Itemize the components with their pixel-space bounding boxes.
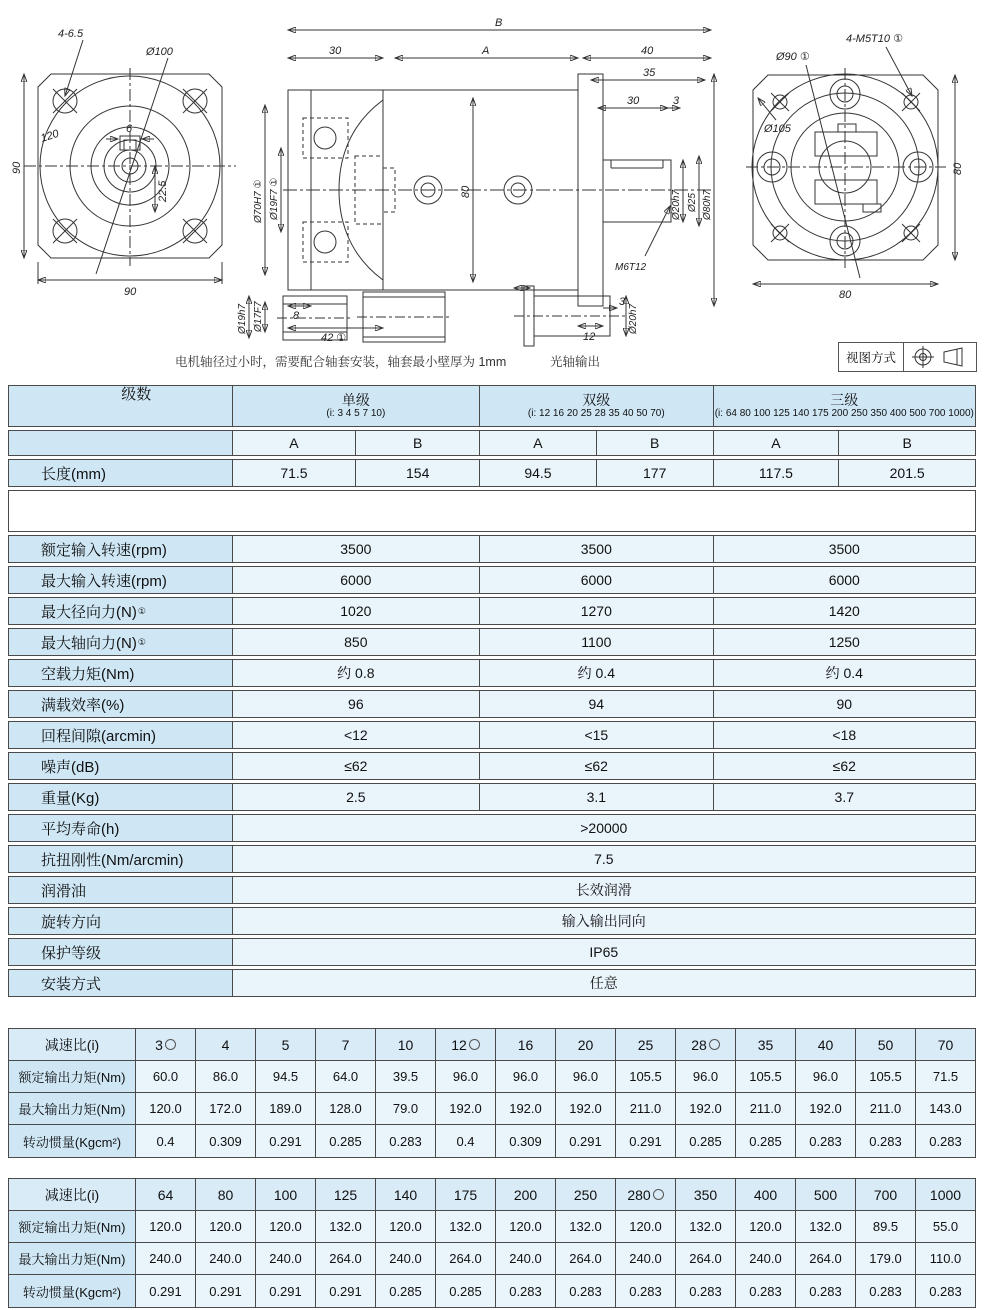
footnote-circle-mark — [165, 1039, 176, 1050]
dim-40: 40 — [641, 45, 654, 57]
ratio-value-cell: 240.0 — [196, 1243, 256, 1274]
group-ratios: (i: 3 4 5 7 10) — [326, 408, 386, 420]
ratio-value-cell: 132.0 — [556, 1211, 616, 1242]
bushing-note: 电机轴径过小时，需要配合轴套安装，轴套最小壁厚为 1mm — [175, 355, 507, 369]
spec-row-label: 额定输入转速(rpm) — [9, 536, 233, 562]
ratio-value-cell: 96.0 — [676, 1061, 736, 1092]
ratio-value-cell: 71.5 — [916, 1061, 975, 1092]
ratio-value-cell: 192.0 — [676, 1093, 736, 1124]
ratio-value-cell: 200 — [496, 1179, 556, 1210]
footnote-circle-mark — [653, 1189, 664, 1200]
ratio-value-cell: 240.0 — [736, 1243, 796, 1274]
group-name: 三级 — [830, 392, 859, 409]
ratio-value-cell: 35 — [736, 1029, 796, 1060]
ratio-value-cell: 96.0 — [496, 1061, 556, 1092]
label-m5: 4-M5T10 ① — [846, 33, 903, 45]
spec-value-cell: IP65 — [589, 944, 619, 960]
dim-8: 8 — [293, 310, 300, 322]
ratio-value-cell: 0.285 — [376, 1275, 436, 1307]
spec-row — [8, 535, 976, 563]
ratio-value-cell: 132.0 — [796, 1211, 856, 1242]
spec-ab-cell: A — [233, 431, 357, 455]
ratio-value-cell: 240.0 — [496, 1243, 556, 1274]
spec-value-cell: 6000 — [233, 567, 480, 593]
ratio-value-cell: 175 — [436, 1179, 496, 1210]
dim-width: 90 — [124, 286, 137, 298]
ratio-value-cell: 1000 — [916, 1179, 975, 1210]
dim-30: 30 — [329, 45, 342, 57]
spec-ab-cell: B — [902, 435, 912, 451]
ratio-value-cell: 211.0 — [736, 1093, 796, 1124]
spec-header-label: 级数 — [9, 386, 233, 426]
group-name: 双级 — [582, 392, 611, 409]
spec-value-cell: 94 — [480, 691, 714, 717]
label-d80: Ø80h7 — [702, 189, 713, 220]
label-m6: M6T12 — [615, 262, 647, 273]
spec-value-cell: <18 — [832, 727, 857, 743]
spec-row — [8, 752, 976, 780]
spec-table — [8, 385, 976, 1000]
spec-value-cell: 201.5 — [889, 465, 925, 481]
ratio-value-cell: 0.4 — [436, 1125, 496, 1157]
ratio-value-cell: 240.0 — [616, 1243, 676, 1274]
ratio-value-cell: 0.291 — [556, 1125, 616, 1157]
ratio-row-label: 额定输出力矩(Nm) — [9, 1211, 136, 1242]
ratio-value-cell: 80 — [196, 1179, 256, 1210]
spec-value-cell: >20000 — [580, 820, 628, 836]
spec-value-cell: 1020 — [233, 598, 480, 624]
ratio-value-cell: 500 — [796, 1179, 856, 1210]
ratio-value-cell: 120.0 — [136, 1211, 196, 1242]
spec-value-cell: 1420 — [828, 603, 860, 619]
ratio-value-cell: 0.291 — [196, 1275, 256, 1307]
label-d70: Ø70H7 ① — [253, 179, 264, 223]
front-view-drawing — [8, 22, 243, 307]
ratio-value-cell: 0.283 — [676, 1275, 736, 1307]
spec-ab-cell: B — [356, 431, 480, 455]
dim-12: 12 — [583, 331, 596, 343]
dim-30b: 30 — [627, 95, 640, 107]
spec-value-cell: 117.5 — [714, 460, 840, 486]
ratio-value-cell: 0.285 — [676, 1125, 736, 1157]
spec-row-label: 平均寿命(h) — [9, 815, 233, 841]
ratio-value-cell: 0.283 — [556, 1275, 616, 1307]
spec-value-cell: 71.5 — [233, 460, 357, 486]
ratio-value-cell: 400 — [736, 1179, 796, 1210]
spec-row-label: 保护等级 — [9, 939, 233, 965]
spec-value-cell: 3500 — [828, 541, 860, 557]
spec-row-label: 回程间隙(arcmin) — [9, 722, 233, 748]
ratio-value-cell: 86.0 — [196, 1061, 256, 1092]
projection-method-box — [838, 342, 977, 372]
spec-ab-label — [9, 431, 233, 455]
ratio-value-cell: 10 — [376, 1029, 436, 1060]
dim-key-width: 6 — [126, 123, 133, 135]
ratio-row-label: 减速比(i) — [9, 1029, 136, 1060]
ratio-value-cell: 120.0 — [136, 1093, 196, 1124]
ratio-value-cell: 0.283 — [856, 1125, 916, 1157]
ratio-value-cell: 0.291 — [316, 1275, 376, 1307]
ratio-value-cell: 0.283 — [376, 1125, 436, 1157]
ratio-value-cell: 89.5 — [856, 1211, 916, 1242]
ratio-row — [9, 1061, 975, 1093]
spec-value-cell: ≤62 — [233, 753, 480, 779]
ratio-value-cell: 179.0 — [856, 1243, 916, 1274]
dim-42: 42 ① — [321, 332, 347, 344]
ratio-value-cell: 96.0 — [556, 1061, 616, 1092]
spec-row-label: 安装方式 — [9, 970, 233, 996]
ratio-value-cell: 120.0 — [196, 1211, 256, 1242]
dim-3: 3 — [673, 95, 680, 107]
ratio-value-cell: 0.283 — [796, 1125, 856, 1157]
ratio-value-cell: 125 — [316, 1179, 376, 1210]
dim-35: 35 — [643, 67, 656, 79]
ratio-value-cell: 192.0 — [796, 1093, 856, 1124]
ratio-value-cell: 96.0 — [796, 1061, 856, 1092]
ratio-value-cell: 28 — [676, 1029, 736, 1060]
spec-ab-cell: B — [597, 431, 714, 455]
spec-value-cell: 6000 — [828, 572, 860, 588]
spec-value-cell: 1100 — [480, 629, 714, 655]
ratio-value-cell: 39.5 — [376, 1061, 436, 1092]
ratio-value-cell: 105.5 — [736, 1061, 796, 1092]
ratio-value-cell: 128.0 — [316, 1093, 376, 1124]
spec-row-label: 最大输入转速(rpm) — [9, 567, 233, 593]
spec-row-label: 噪声(dB) — [9, 753, 233, 779]
spec-value-cell: <15 — [480, 722, 714, 748]
label-d90: Ø90 ① — [776, 51, 810, 63]
ratio-value-cell: 120.0 — [616, 1211, 676, 1242]
projection-symbols — [904, 343, 976, 371]
label-d105: Ø105 — [764, 123, 791, 135]
ratio-value-cell: 264.0 — [676, 1243, 736, 1274]
ratio-value-cell: 105.5 — [616, 1061, 676, 1092]
ratio-value-cell: 280 — [616, 1179, 676, 1210]
spec-value-cell: 96 — [233, 691, 480, 717]
dim-height: 80 — [952, 162, 964, 175]
group-ratios: (i: 64 80 100 125 140 175 200 250 350 400 500 700 1000) — [714, 408, 974, 420]
spec-ab-row — [8, 430, 976, 456]
ratio-value-cell: 240.0 — [136, 1243, 196, 1274]
ratio-value-cell: 192.0 — [556, 1093, 616, 1124]
spec-row — [8, 783, 976, 811]
ratio-value-cell: 0.283 — [496, 1275, 556, 1307]
ratio-value-cell: 7 — [316, 1029, 376, 1060]
spec-value-cell: 94.5 — [480, 460, 597, 486]
ratio-table-2 — [8, 1178, 976, 1308]
spec-ab-cell: A — [480, 431, 597, 455]
ratio-value-cell: 0.285 — [316, 1125, 376, 1157]
first-angle-cone-icon — [942, 346, 968, 368]
ratio-row-label: 转动惯量(Kgcm²) — [9, 1275, 136, 1307]
ratio-value-cell: 211.0 — [616, 1093, 676, 1124]
ratio-value-cell: 5 — [256, 1029, 316, 1060]
ratio-value-cell: 64 — [136, 1179, 196, 1210]
spec-value-cell: 3500 — [233, 536, 480, 562]
dim-v80: 80 — [460, 185, 472, 198]
spec-value-cell: ≤62 — [480, 753, 714, 779]
first-angle-circle-icon — [912, 346, 934, 368]
spec-value-cell: 长效润滑 — [575, 882, 632, 898]
ratio-value-cell: 0.291 — [616, 1125, 676, 1157]
ratio-value-cell: 55.0 — [916, 1211, 975, 1242]
label-d19h7: Ø19h7 — [237, 303, 248, 334]
spec-value-cell: 输入输出同向 — [561, 913, 646, 929]
footnote-mark: ① — [137, 605, 146, 616]
spec-row — [8, 597, 976, 625]
ratio-value-cell: 96.0 — [436, 1061, 496, 1092]
group-name: 单级 — [341, 392, 370, 409]
footnote-circle-mark — [469, 1039, 480, 1050]
spec-row — [8, 690, 976, 718]
dim-angle: 120 — [39, 127, 61, 145]
ratio-value-cell: 172.0 — [196, 1093, 256, 1124]
spec-value-cell: 1270 — [480, 598, 714, 624]
ratio-value-cell: 70 — [916, 1029, 975, 1060]
spec-value-cell: 3500 — [480, 536, 714, 562]
ratio-value-cell: 120.0 — [376, 1211, 436, 1242]
ratio-value-cell: 211.0 — [856, 1093, 916, 1124]
ratio-value-cell: 120.0 — [256, 1211, 316, 1242]
ratio-value-cell: 20 — [556, 1029, 616, 1060]
ratio-value-cell: 110.0 — [916, 1243, 975, 1274]
ratio-row — [9, 1211, 975, 1243]
ratio-value-cell: 250 — [556, 1179, 616, 1210]
spec-row-label: 抗扭刚性(Nm/arcmin) — [9, 846, 233, 872]
spec-value-cell: 约 0.4 — [480, 660, 714, 686]
ratio-value-cell: 132.0 — [436, 1211, 496, 1242]
spec-value-cell: 约 0.4 — [825, 665, 863, 681]
spec-value-cell: 任意 — [589, 975, 618, 991]
ratio-value-cell: 240.0 — [256, 1243, 316, 1274]
dim-B: B — [495, 17, 503, 29]
spec-row-label: 旋转方向 — [9, 908, 233, 934]
ratio-value-cell: 0.4 — [136, 1125, 196, 1157]
spec-value-cell: 850 — [233, 629, 480, 655]
spec-row — [8, 814, 976, 842]
ratio-value-cell: 0.285 — [736, 1125, 796, 1157]
spec-row — [8, 721, 976, 749]
ratio-row-label: 最大输出力矩(Nm) — [9, 1093, 136, 1124]
spec-row-label: 满载效率(%) — [9, 691, 233, 717]
ratio-value-cell: 25 — [616, 1029, 676, 1060]
dim-width: 80 — [839, 289, 852, 301]
ratio-value-cell: 120.0 — [496, 1211, 556, 1242]
spec-value-cell: 3.7 — [834, 789, 855, 805]
spec-value-cell: 90 — [836, 696, 853, 712]
ratio-value-cell: 0.283 — [916, 1275, 975, 1307]
label-d20h7: Ø20h7 — [628, 303, 639, 334]
spec-row-label: 重量(Kg) — [9, 784, 233, 810]
shaft-detail-drawing — [508, 282, 658, 350]
ratio-value-cell: 60.0 — [136, 1061, 196, 1092]
ratio-value-cell: 12 — [436, 1029, 496, 1060]
spec-row-label: 最大径向力(N) ① — [9, 598, 233, 624]
ratio-value-cell: 4 — [196, 1029, 256, 1060]
ratio-row-label: 转动惯量(Kgcm²) — [9, 1125, 136, 1157]
ratio-row — [9, 1275, 975, 1307]
ratio-value-cell: 64.0 — [316, 1061, 376, 1092]
ratio-value-cell: 132.0 — [316, 1211, 376, 1242]
spec-value-cell: 2.5 — [233, 784, 480, 810]
dim-flange-dia: Ø100 — [146, 46, 173, 58]
ratio-value-cell: 105.5 — [856, 1061, 916, 1092]
dim-height: 90 — [11, 161, 23, 174]
ratio-value-cell: 240.0 — [376, 1243, 436, 1274]
ratio-row-label: 最大输出力矩(Nm) — [9, 1243, 136, 1274]
ratio-row-label: 额定输出力矩(Nm) — [9, 1061, 136, 1092]
label-d25: Ø25 — [687, 193, 698, 212]
spec-ab-cell: A — [714, 431, 840, 455]
ratio-value-cell: 140 — [376, 1179, 436, 1210]
spec-value-cell: 3.1 — [480, 784, 714, 810]
ratio-value-cell: 50 — [856, 1029, 916, 1060]
ratio-value-cell: 132.0 — [676, 1211, 736, 1242]
ratio-header-row — [9, 1179, 975, 1211]
rear-view-drawing — [718, 20, 973, 320]
spec-row-label: 最大轴向力(N) ① — [9, 629, 233, 655]
spec-header-row — [8, 385, 976, 427]
projection-label: 视图方式 — [839, 343, 904, 371]
ratio-value-cell: 16 — [496, 1029, 556, 1060]
ratio-value-cell: 79.0 — [376, 1093, 436, 1124]
ratio-value-cell: 0.283 — [616, 1275, 676, 1307]
label-d20: Ø20h7 — [671, 189, 682, 220]
spec-blank-row — [8, 490, 976, 532]
ratio-value-cell: 143.0 — [916, 1093, 975, 1124]
ratio-value-cell: 0.291 — [256, 1275, 316, 1307]
ratio-table-1 — [8, 1028, 976, 1158]
ratio-value-cell: 0.285 — [436, 1275, 496, 1307]
spec-value-cell: 154 — [356, 460, 480, 486]
ratio-value-cell: 0.283 — [916, 1125, 975, 1157]
label-d19: Ø19F7 ① — [269, 177, 280, 220]
ratio-value-cell: 350 — [676, 1179, 736, 1210]
spec-value-cell: 约 0.8 — [233, 660, 480, 686]
spec-row — [8, 876, 976, 904]
spec-row-label: 润滑油 — [9, 877, 233, 903]
bushing-detail-drawing — [235, 286, 460, 348]
spec-group-header — [714, 386, 975, 426]
ratio-value-cell: 3 — [136, 1029, 196, 1060]
shaft-note: 光轴输出 — [550, 355, 601, 369]
spec-group-header — [233, 386, 480, 426]
spec-value-cell: 1250 — [828, 634, 860, 650]
ratio-value-cell: 192.0 — [436, 1093, 496, 1124]
spec-row-label: 长度(mm) — [9, 460, 233, 486]
dim-3b: 3 — [619, 296, 626, 308]
dim-hub: 22.5 — [157, 180, 169, 202]
spec-row — [8, 566, 976, 594]
group-ratios: (i: 12 16 20 25 28 35 40 50 70) — [527, 408, 665, 420]
ratio-value-cell: 0.309 — [196, 1125, 256, 1157]
footnote-mark: ① — [137, 636, 146, 647]
ratio-value-cell: 264.0 — [436, 1243, 496, 1274]
ratio-value-cell: 189.0 — [256, 1093, 316, 1124]
ratio-row — [9, 1125, 975, 1157]
ratio-row — [9, 1243, 975, 1275]
ratio-value-cell: 264.0 — [316, 1243, 376, 1274]
ratio-value-cell: 0.291 — [256, 1125, 316, 1157]
dim-A: A — [482, 45, 490, 57]
ratio-value-cell: 0.283 — [856, 1275, 916, 1307]
ratio-value-cell: 40 — [796, 1029, 856, 1060]
spec-row — [8, 938, 976, 966]
ratio-value-cell: 0.309 — [496, 1125, 556, 1157]
label-d17f7: Ø17F7 — [253, 301, 264, 332]
ratio-value-cell: 94.5 — [256, 1061, 316, 1092]
ratio-value-cell: 0.283 — [796, 1275, 856, 1307]
spec-row — [8, 907, 976, 935]
ratio-header-row — [9, 1029, 975, 1061]
ratio-row — [9, 1093, 975, 1125]
ratio-value-cell: 700 — [856, 1179, 916, 1210]
spec-length-row — [8, 459, 976, 487]
ratio-value-cell: 0.291 — [136, 1275, 196, 1307]
spec-value-cell: 7.5 — [594, 851, 614, 867]
spec-value-cell: 6000 — [480, 567, 714, 593]
dim-bolt-holes: 4-6.5 — [58, 28, 84, 40]
spec-row — [8, 969, 976, 997]
spec-row — [8, 628, 976, 656]
spec-row — [8, 659, 976, 687]
footnote-circle-mark — [709, 1039, 720, 1050]
ratio-value-cell: 120.0 — [736, 1211, 796, 1242]
spec-value-cell: ≤62 — [832, 758, 856, 774]
spec-group-header — [480, 386, 714, 426]
spec-row-label: 空载力矩(Nm) — [9, 660, 233, 686]
ratio-value-cell: 264.0 — [796, 1243, 856, 1274]
spec-value-cell: <12 — [233, 722, 480, 748]
ratio-value-cell: 0.283 — [736, 1275, 796, 1307]
ratio-value-cell: 264.0 — [556, 1243, 616, 1274]
ratio-row-label: 减速比(i) — [9, 1179, 136, 1210]
spec-row — [8, 845, 976, 873]
ratio-value-cell: 100 — [256, 1179, 316, 1210]
spec-value-cell: 177 — [597, 460, 714, 486]
ratio-value-cell: 192.0 — [496, 1093, 556, 1124]
